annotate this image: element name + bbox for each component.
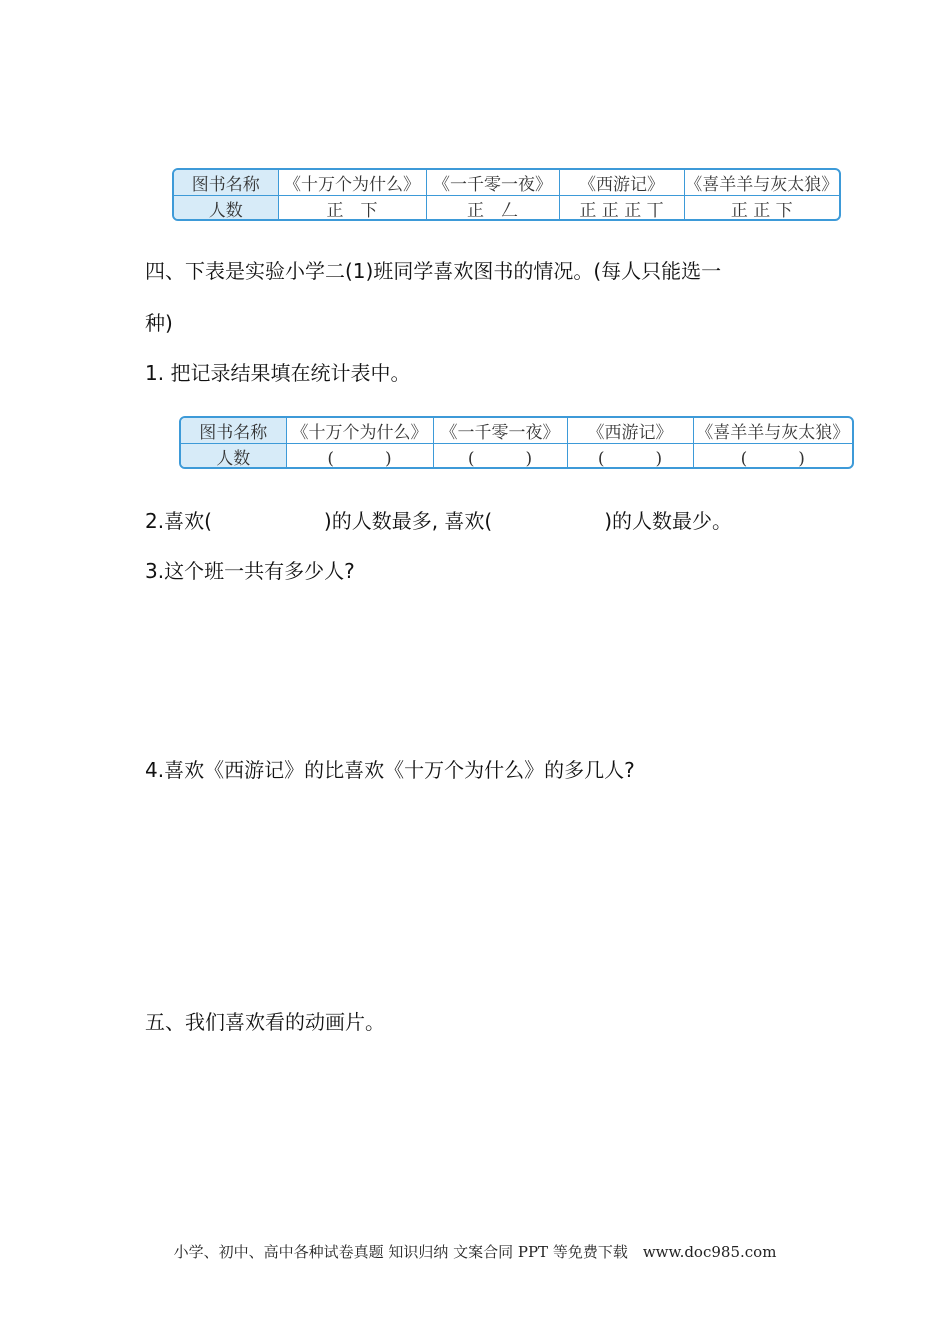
statistics-table-header-row (181, 418, 852, 444)
section-5-title: 五、我们喜欢看的动画片。 (145, 1010, 385, 1034)
tally-cell: 正 下 (278, 196, 426, 222)
question-2-part-b: )的人数最多, 喜欢( (323, 509, 493, 533)
table-cell: 《喜羊羊与灰太狼》 (693, 418, 852, 444)
statistics-table (179, 416, 854, 469)
table-cell: 《西游记》 (567, 418, 693, 444)
table-cell: 人数 (174, 196, 278, 222)
section-4-title: 四、下表是实验小学二(1)班同学喜欢图书的情况。(每人只能选一 (145, 259, 722, 283)
table-cell: 《西游记》 (559, 170, 684, 196)
tally-table-row (174, 196, 839, 222)
question-3: 3.这个班一共有多少人? (145, 559, 355, 583)
answer-blank[interactable]: ( ) (693, 444, 852, 470)
question-2-part-a: 2.喜欢( (145, 509, 212, 533)
table-cell: 《喜羊羊与灰太狼》 (684, 170, 839, 196)
question-2-part-c: )的人数最少。 (604, 509, 733, 533)
table-cell: 人数 (181, 444, 286, 470)
tally-table (172, 168, 841, 221)
question-4: 4.喜欢《西游记》的比喜欢《十万个为什么》的多几人? (145, 758, 635, 782)
answer-blank[interactable]: ( ) (433, 444, 567, 470)
tally-table-header-row (174, 170, 839, 196)
section-4-title-continued: 种) (145, 311, 173, 335)
table-cell: 《一千零一夜》 (426, 170, 559, 196)
tally-cell: 正 𠃋 (426, 196, 559, 222)
table-cell: 《十万个为什么》 (278, 170, 426, 196)
tally-cell: 正 正 正 丅 (559, 196, 684, 222)
page-footer: 小学、初中、高中各种试卷真题 知识归纳 文案合同 PPT 等免费下载 www.doc985.com (173, 1243, 777, 1261)
question-2 (145, 508, 732, 534)
tally-cell: 正 正 下 (684, 196, 839, 222)
answer-blank[interactable]: ( ) (286, 444, 433, 470)
table-cell: 《十万个为什么》 (286, 418, 433, 444)
answer-blank[interactable]: ( ) (567, 444, 693, 470)
question-1: 1. 把记录结果填在统计表中。 (145, 361, 411, 385)
table-cell: 图书名称 (174, 170, 278, 196)
table-cell: 《一千零一夜》 (433, 418, 567, 444)
table-cell: 图书名称 (181, 418, 286, 444)
statistics-table-row (181, 444, 852, 470)
